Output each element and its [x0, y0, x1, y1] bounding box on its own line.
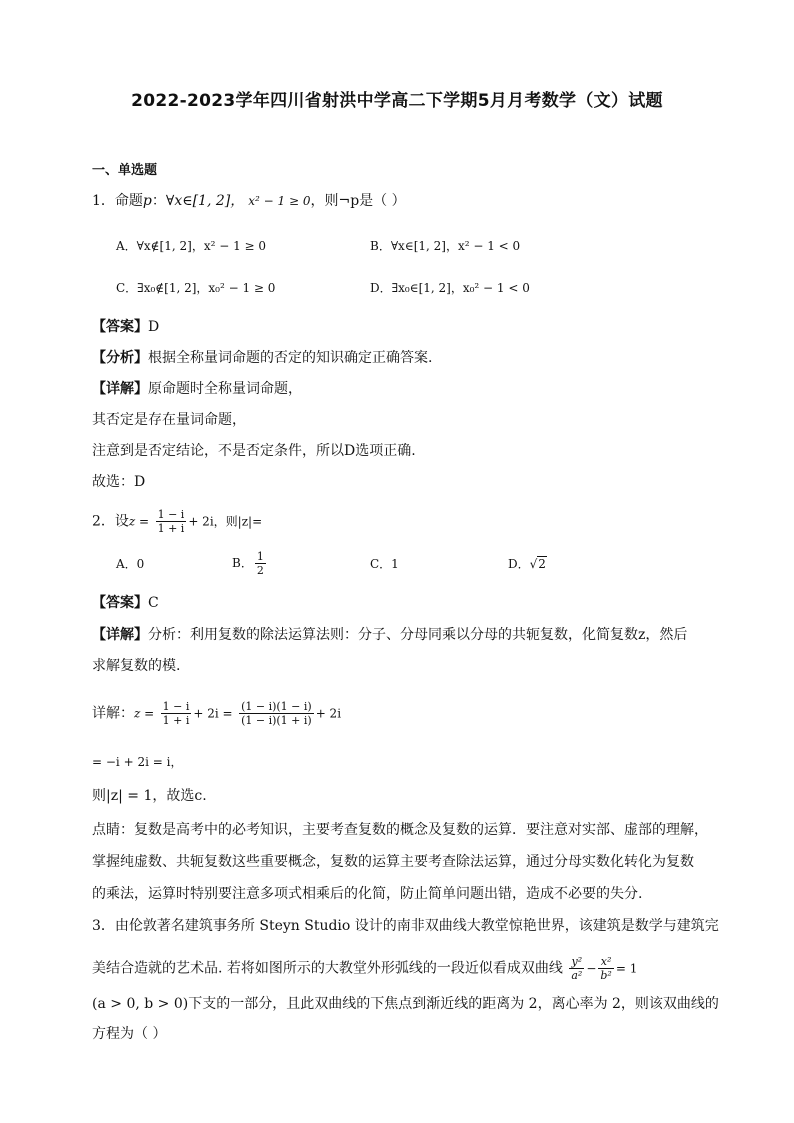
- q2-detail-line2: 求解复数的模.: [92, 658, 181, 674]
- q2-solution-equation: 详解：z = $\frac{1 - i}{1 + i}$ + 2i = $\frac{(1 - i)(1 - i)}{(1 - i)(1 + i)}$ + 2i: [92, 700, 342, 727]
- q2-fraction: $\frac{1 - i}{1 + i}$: [157, 508, 185, 535]
- q1-stem: 1．命题p：∀x∈[1, 2]， x² − 1 ≥ 0，则¬p是（ ）: [92, 193, 406, 209]
- q1-number: 1．命题: [92, 193, 143, 209]
- q3-line4: 方程为（ ）: [92, 1026, 167, 1042]
- q1-option-a: A．∀x∉[1, 2]，x² − 1 ≥ 0: [116, 239, 267, 253]
- q2-option-a: A．0: [116, 557, 145, 571]
- q2-stem: 2．设z = $\frac{1 - i}{1 + i}$ + 2i，则|z|=: [92, 508, 263, 535]
- q2-comment-line1: 点睛：复数是高考中的必考知识，主要考查复数的概念及复数的运算．要注意对实部、虚部的理解，: [92, 822, 708, 838]
- q1-option-b: B．∀x∈[1, 2]，x² − 1 < 0: [370, 239, 521, 253]
- q2-detail: 【详解】分析：利用复数的除法运算法则：分子、分母同乘以分母的共轭复数，化简复数z，然后: [92, 627, 688, 643]
- q1-answer: 【答案】D: [92, 319, 160, 335]
- sqrt-sign: √: [529, 557, 538, 571]
- section-heading: 一、单选题: [92, 163, 158, 178]
- q1-choose: 故选：D: [92, 474, 146, 490]
- q1-analysis: 【分析】根据全称量词命题的否定的知识确定正确答案.: [92, 350, 433, 366]
- q3-line3: (a > 0, b > 0)下支的一部分，且此双曲线的下焦点到渐近线的距离为 2，离心率为 2，则该双曲线的: [92, 996, 719, 1012]
- q1-detail-line2: 其否定是存在量词命题，: [92, 412, 246, 428]
- q3-line1: 3．由伦敦著名建筑事务所 Steyn Studio 设计的南非双曲线大教堂惊艳世界，该建筑是数学与建筑完: [92, 918, 719, 934]
- q1-option-c: C．∃x₀∉[1, 2]，x₀² − 1 ≥ 0: [116, 281, 276, 295]
- q1-proposition: p: [142, 193, 152, 209]
- q2-comment-line2: 掌握纯虚数、共轭复数这些重要概念，复数的运算主要考查除法运算，通过分母实数化转化为复数: [92, 854, 694, 870]
- q1-inequality: x² − 1 ≥ 0: [248, 194, 311, 208]
- q1-condition: ∀x∈[1, 2]，: [165, 193, 245, 209]
- page-title: 2022-2023学年四川省射洪中学高二下学期5月月考数学（文）试题: [131, 91, 663, 111]
- q2-solution-line2: = −i + 2i = i，: [92, 755, 183, 769]
- q2-option-b: B． $\frac{1}{2}$: [232, 550, 264, 577]
- q1-question: ，则¬p是（ ）: [310, 193, 406, 209]
- q1-detail-line3: 注意到是否定结论，不是否定条件，所以D选项正确.: [92, 443, 416, 459]
- q2-comment-line3: 的乘法，运算时特别要注意多项式相乘后的化简，防止简单问题出错，造成不必要的失分.: [92, 886, 643, 902]
- q2-option-d: D．√2: [508, 557, 546, 571]
- q1-option-d: D．∃x₀∈[1, 2]，x₀² − 1 < 0: [370, 281, 530, 295]
- q3-line2: 美结合造就的艺术品. 若将如图所示的大教堂外形弧线的一段近似看成双曲线 $\frac{\text{y²}}{\text{a²}}$ − $\frac{\text{x²}}{\text{b²}}$ = 1: [92, 955, 638, 982]
- q2-answer: 【答案】C: [92, 595, 159, 611]
- q2-solution-line3: 则|z| = 1，故选c.: [92, 788, 207, 804]
- q2-option-c: C．1: [370, 557, 399, 571]
- q1-detail: 【详解】原命题时全称量词命题，: [92, 381, 302, 397]
